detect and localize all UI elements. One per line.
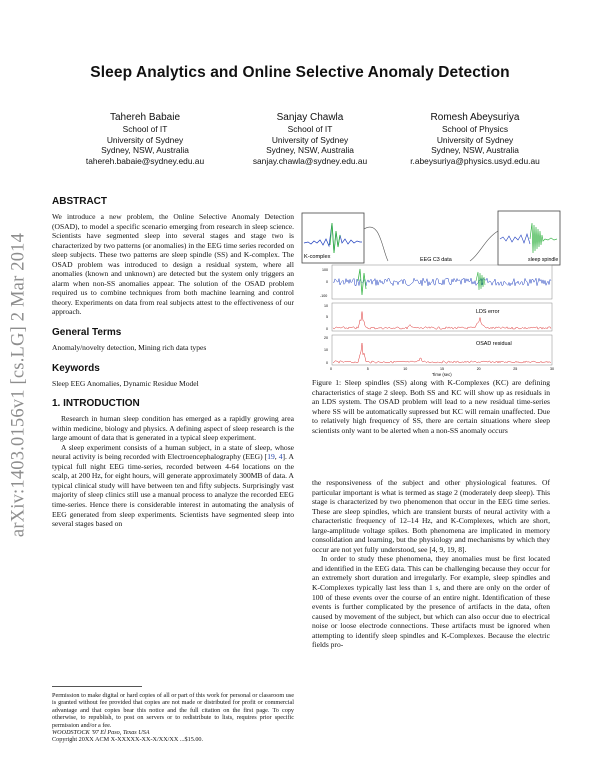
author-name: Tahereh Babaie <box>109 112 181 123</box>
abstract-heading: ABSTRACT <box>52 196 107 207</box>
eeg-kcomplex-mark <box>358 269 366 295</box>
intro-heading: 1. INTRODUCTION <box>52 398 140 410</box>
author-dept: School of IT <box>122 124 168 134</box>
time-tick: 5 <box>366 367 369 371</box>
lds-tick: 0 <box>326 327 328 331</box>
lds-waveform <box>333 312 551 330</box>
lds-tick: 5 <box>326 315 328 319</box>
time-tick: 25 <box>513 367 518 371</box>
arxiv-id: arXiv:1403.0156v1 [cs.LG] 2 Mar 2014 <box>8 232 29 538</box>
author-dept: School of IT <box>287 124 333 134</box>
lds-label: LDS error <box>476 309 500 315</box>
author-email: tahereh.babaie@sydney.edu.au <box>85 155 205 166</box>
intro-paragraph-1: Research in human sleep condition has emerged as a rapidly growing area within medicine, biology and physics. A defining aspect of sleep research is the large amount of data that is generated in a typical sleep experiment. <box>52 414 294 443</box>
eeg-tick: 100 <box>322 268 328 272</box>
author-block <box>70 112 550 166</box>
author-location: Sydney, NSW, Australia <box>101 145 189 156</box>
osad-tick: 0 <box>326 361 328 365</box>
osad-tick: 20 <box>324 336 328 340</box>
author-name: Sanjay Chawla <box>276 112 344 123</box>
kcomplex-connector <box>364 227 388 261</box>
figure-1 <box>300 209 562 377</box>
author-email: r.abeysuriya@physics.usyd.edu.au <box>410 155 540 166</box>
osad-panel-frame <box>332 335 552 365</box>
eeg-tick: 0 <box>326 280 328 284</box>
figure-caption: Figure 1: Sleep spindles (SS) along with K-Complexes (KC) are defining characteristics of stage 2 sleep. Both SS and KC will show up as residuals in an LDS system. The OSAD problem will lead to a new residual time-series where SS will be automatically supressed but KC will remain unaffected. Due to relatively high frequency of SS, there are certain situations where sleep scientists only want to be alerted when a non-SS anomaly occurs <box>312 378 550 435</box>
osad-waveform <box>333 343 551 363</box>
kcomplex-label: K-complex <box>304 254 331 260</box>
osad-label: OSAD residual <box>476 341 512 347</box>
citation-link[interactable]: 19 <box>267 452 275 462</box>
author-dept: School of Physics <box>441 124 509 134</box>
keywords-text: Sleep EEG Anomalies, Dynamic Residue Model <box>52 378 199 388</box>
eeg-label: EEG C3 data <box>420 257 452 263</box>
lds-tick: 10 <box>324 304 328 308</box>
spindle-label: sleep spindle <box>528 257 559 263</box>
author-location: Sydney, NSW, Australia <box>431 145 519 156</box>
eeg-spindle-mark <box>476 272 485 290</box>
author-1 <box>70 112 220 166</box>
osad-tick: 10 <box>324 348 328 352</box>
arxiv-stamp <box>6 190 32 580</box>
citation-link[interactable]: 4 <box>278 452 283 462</box>
time-tick: 20 <box>476 367 481 371</box>
author-location: Sydney, NSW, Australia <box>266 145 354 156</box>
author-2 <box>235 112 385 166</box>
spindle-connector <box>470 231 498 261</box>
permission-text: Permission to make digital or hard copies of all or part of this work for personal or classroom use is granted without fee provided that copies are not made or distributed for profit or commercial advantage and that copies bear this notice and the full citation on the first page. To copy otherwise, to republish, to post on servers or to redistribute to lists, requires prior specific permission and/or a fee. <box>52 692 294 729</box>
footnote-rule <box>52 686 142 687</box>
time-axis-ticks <box>330 367 554 371</box>
author-univ: University of Sydney <box>436 134 514 145</box>
permission-notice <box>52 692 294 744</box>
author-univ: University of Sydney <box>271 134 349 145</box>
left-column <box>52 190 294 529</box>
author-3 <box>400 112 550 166</box>
author-email: sanjay.chawla@sydney.edu.au <box>252 155 368 166</box>
time-axis-label: Time (sec) <box>432 372 452 377</box>
lds-panel-frame <box>332 303 552 331</box>
author-name: Romesh Abeysuriya <box>430 112 520 123</box>
intro-text-c: ]. A typical full night EEG time-series, recorded between 4-64 locations on the scalp, at 200 Hz, for eight hours, will generate approximately 300MB of data. A typical clinical study will have between ten and fifty subjects. Surprisingly vast majority of sleep clinics still use a manual process to analyze the recorded EEG time-series. Hence there is considerable interest in automating the analysis of EEG generated from sleep experiments. Scientists have segmented sleep into several stages based on <box>52 452 295 529</box>
intro-text-b: , <box>274 452 279 462</box>
paper-title: Sleep Analytics and Online Selective Anomaly Detection <box>90 64 510 81</box>
right-paragraph-2: In order to study these phenomena, they anomalies must be first located and identified in the EEG data. This can be challenging because they occur for an extremely short duration and irregularly. For example, sleep spindles and K-Complexes typically last less than 1 s, and there are only on the order of 100 of these events over the course of an entire night. Identification of these events is further complicated by the presence of artifacts in the data, often caused by movement of the subject, but which can also occur due to electrical noise or loose electrode connections. These artifacts must be ignored when attempting to identify sleep spindles and K-Complexes. Because the electric fields pro- <box>312 554 550 650</box>
general-terms-heading: General Terms <box>52 327 122 339</box>
time-tick: 15 <box>440 367 444 371</box>
time-tick: 0 <box>330 367 332 371</box>
keywords-heading: Keywords <box>52 362 100 374</box>
general-terms-text: Anomaly/novelty detection, Mining rich data types <box>52 343 207 353</box>
copyright-text: Copyright 20XX ACM X-XXXXX-XX-X/XX/XX ...$15.00. <box>52 736 204 744</box>
eeg-tick: -100 <box>320 294 328 298</box>
intro-text-a: A sleep experiment consists of a human subject, in a state of sleep, whose neural activity is being recorded with Electroencephalography (EEG) [ <box>52 442 294 462</box>
intro-paragraph-2 <box>52 443 294 529</box>
abstract-text: We introduce a new problem, the Online Selective Anomaly Detection (OSAD), to model a specific scenario emerging from research in sleep science. Scientists have segmented sleep into several stages and stage two is characterized by two patterns (or anomalies) in the EEG time series recorded on sleep subjects. These two patterns are sleep spindle (SS) and K-complex. The OSAD problem was introduced to design a residual system, where all anomalies (known and unknown) are detected but the system only triggers an alarm when non-SS anomalies appear. The solution of the OSAD problem required us to combine techniques from both machine learning and control theory. Experiments on data from real subjects attest to the effectiveness of our approach. <box>52 212 294 317</box>
author-univ: University of Sydney <box>106 134 184 145</box>
right-column <box>312 478 550 650</box>
venue-text: WOODSTOCK '97 El Paso, Texas USA <box>52 729 150 737</box>
time-tick: 10 <box>403 367 408 371</box>
right-paragraph-1: the responsiveness of the subject and other physiological features. Of particular important is what is termed as stage 2 (moderately deep sleep). This stage is characterized by two phenomenon that occur in the EEG time series. These are sleep spindles, which are transient bursts of neural activity with a characteristic frequency of 12–14 Hz, and K-Complexes, which are short, large-amplitude voltage spikes. Both phenomena are implicated in memory consolidation and learning, but the physiology and mechanisms by which they occur are not yet fully understood, see [4, 9, 19, 8]. <box>312 478 550 554</box>
time-tick: 30 <box>550 367 554 371</box>
